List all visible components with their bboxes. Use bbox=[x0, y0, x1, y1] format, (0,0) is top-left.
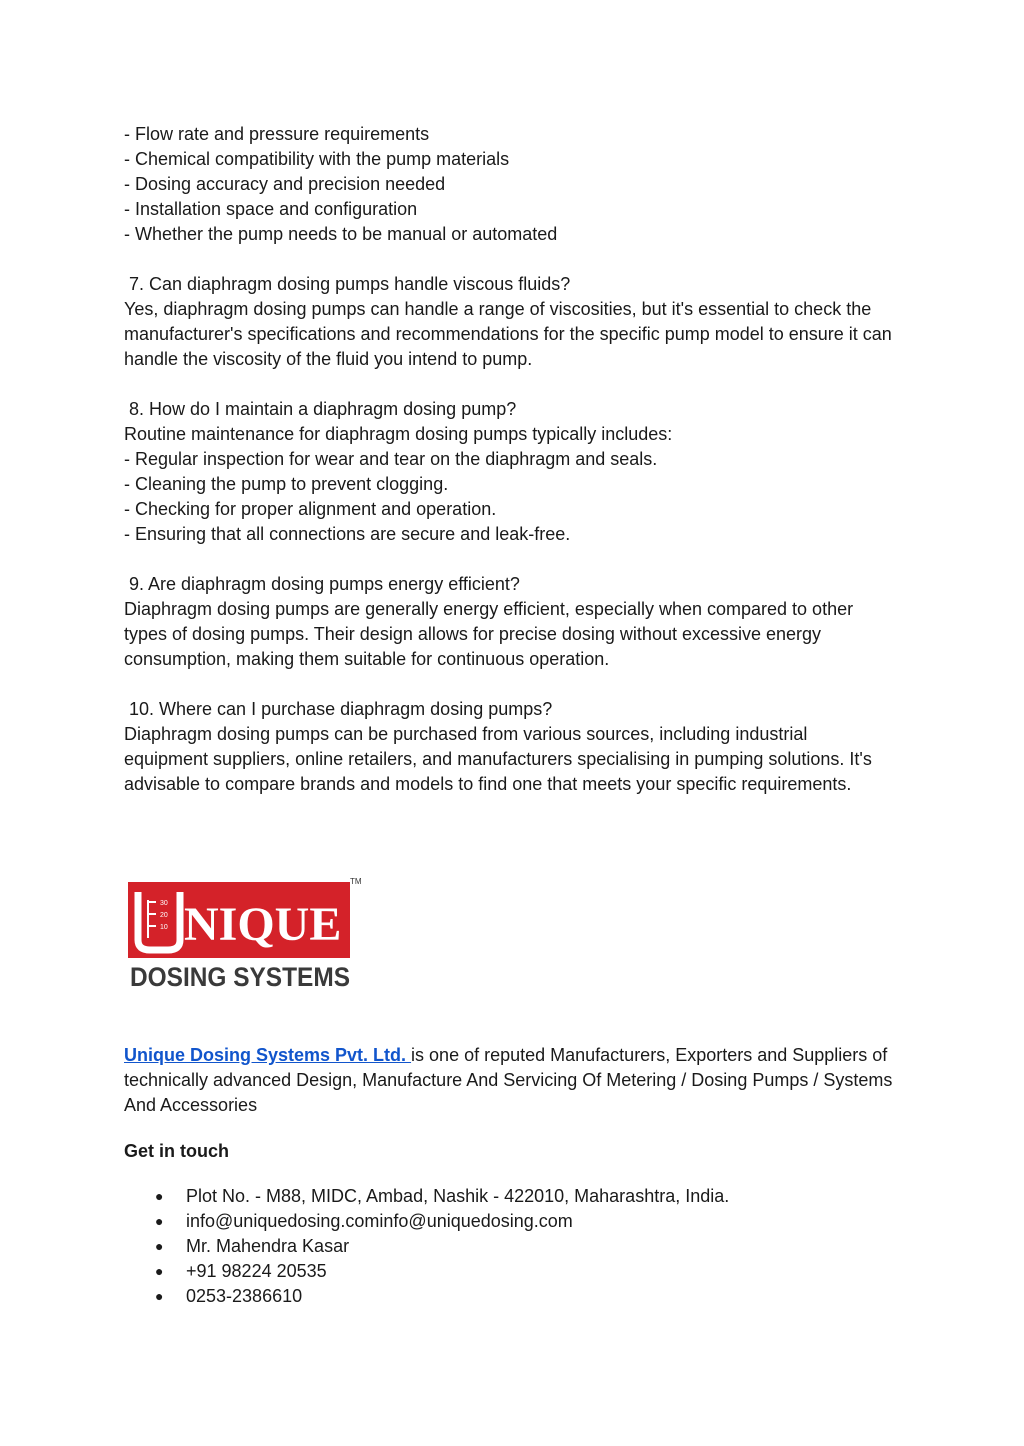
scale-mark-10: 10 bbox=[160, 924, 168, 931]
faq-question-7: 7. Can diaphragm dosing pumps handle viscous fluids? bbox=[129, 274, 571, 294]
faq-answer-7: Yes, diaphragm dosing pumps can handle a range of viscosities, but it's essential to check the manufacturer's specifications and recommendations for the specific pump model to ensure it can handle the viscosity of the fluid you intend to pump. bbox=[124, 299, 892, 369]
contact-phone: ● 0253-2386610 bbox=[124, 1284, 729, 1309]
faq-answer-8-intro: Routine maintenance for diaphragm dosing pumps typically includes: bbox=[124, 424, 673, 444]
contact-mobile: ● +91 98224 20535 bbox=[124, 1259, 729, 1284]
contact-email: ● info@uniquedosing.cominfo@uniquedosing.com bbox=[124, 1209, 729, 1234]
requirement-item: - Whether the pump needs to be manual or automated bbox=[124, 224, 558, 244]
faq-question-10: 10. Where can I purchase diaphragm dosing pumps? bbox=[129, 699, 553, 719]
bullet-icon: ● bbox=[155, 1288, 164, 1304]
requirement-item: - Dosing accuracy and precision needed bbox=[124, 174, 446, 194]
scale-mark-30: 30 bbox=[160, 900, 168, 907]
requirement-item: - Installation space and configuration bbox=[124, 199, 418, 219]
requirement-item: - Flow rate and pressure requirements bbox=[124, 124, 430, 144]
maintenance-item: - Ensuring that all connections are secure and leak-free. bbox=[124, 524, 571, 544]
maintenance-item: - Cleaning the pump to prevent clogging. bbox=[124, 474, 449, 494]
company-link[interactable]: Unique Dosing Systems Pvt. Ltd. bbox=[124, 1045, 412, 1065]
unique-dosing-logo-graphic bbox=[124, 876, 370, 994]
get-in-touch-heading: Get in touch bbox=[124, 1141, 229, 1161]
bullet-icon: ● bbox=[155, 1188, 164, 1204]
trademark-mark: TM bbox=[350, 877, 362, 886]
company-description: is one of reputed Manufacturers, Exporters and Suppliers of technically advanced Design, Manufacture And Servicing Of Metering / Dosing Pumps / Systems And Accessories bbox=[124, 1045, 893, 1115]
maintenance-item: - Checking for proper alignment and operation. bbox=[124, 499, 497, 519]
logo-brand-text: NIQUE bbox=[184, 898, 342, 951]
requirement-item: - Chemical compatibility with the pump materials bbox=[124, 149, 510, 169]
bullet-icon: ● bbox=[155, 1263, 164, 1279]
company-about bbox=[124, 1043, 894, 1118]
faq-question-9: 9. Are diaphragm dosing pumps energy efficient? bbox=[129, 574, 520, 594]
contact-list bbox=[124, 1184, 729, 1309]
maintenance-item: - Regular inspection for wear and tear on the diaphragm and seals. bbox=[124, 449, 658, 469]
contact-person: ● Mr. Mahendra Kasar bbox=[124, 1234, 729, 1259]
bullet-icon: ● bbox=[155, 1213, 164, 1229]
scale-mark-20: 20 bbox=[160, 912, 168, 919]
faq-question-8: 8. How do I maintain a diaphragm dosing pump? bbox=[129, 399, 517, 419]
contact-address: ● Plot No. - M88, MIDC, Ambad, Nashik - 422010, Maharashtra, India. bbox=[124, 1184, 729, 1209]
logo-tagline: DOSING SYSTEMS bbox=[130, 962, 350, 992]
faq-answer-10: Diaphragm dosing pumps can be purchased from various sources, including industrial equipment suppliers, online retailers, and manufacturers specialising in pumping solutions. It's advisable to compare brands and models to find one that meets your specific requirements. bbox=[124, 724, 872, 794]
bullet-icon: ● bbox=[155, 1238, 164, 1254]
company-logo bbox=[124, 876, 370, 994]
faq-answer-9: Diaphragm dosing pumps are generally energy efficient, especially when compared to other types of dosing pumps. Their design allows for precise dosing without excessive energy consumption, making them suitable for continuous operation. bbox=[124, 599, 854, 669]
faq-content bbox=[124, 122, 904, 797]
